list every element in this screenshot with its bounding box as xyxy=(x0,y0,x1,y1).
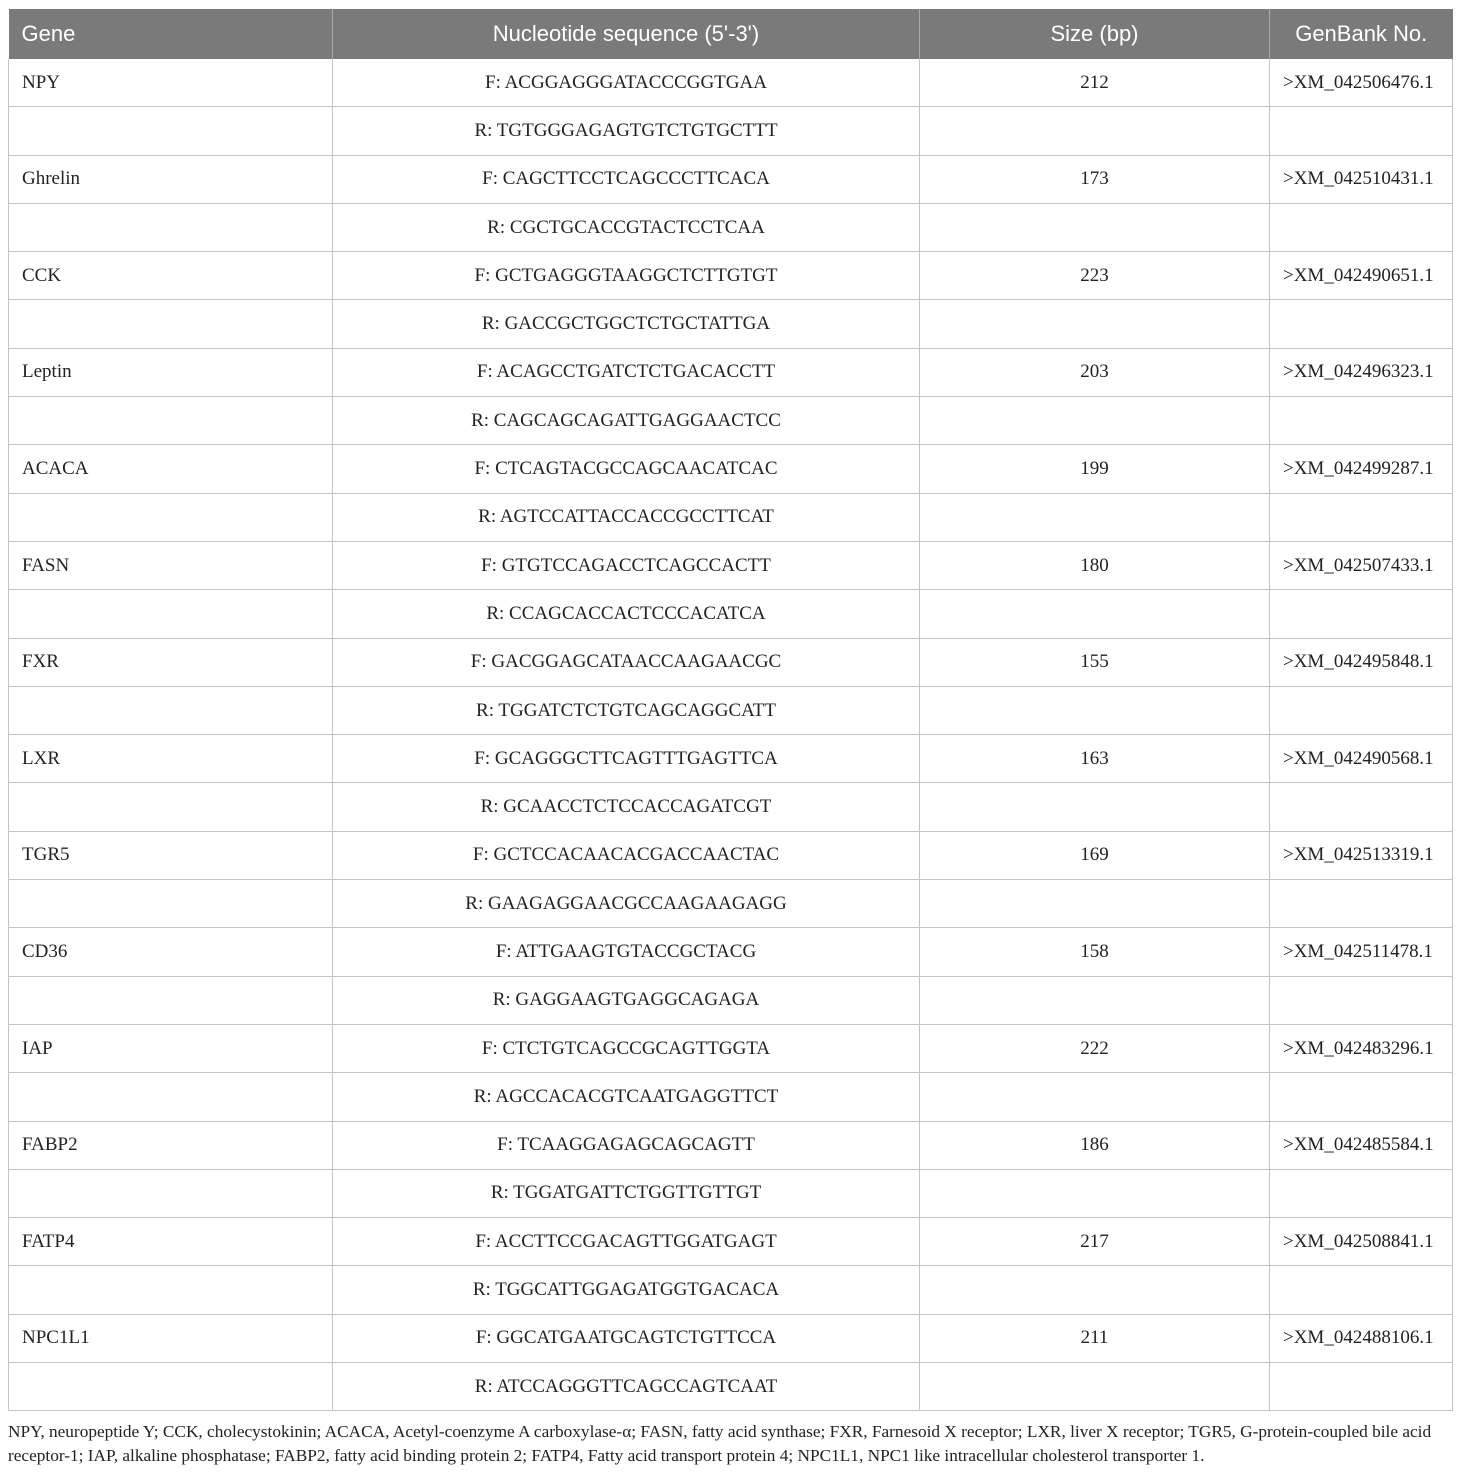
empty-cell xyxy=(920,107,1270,155)
empty-cell xyxy=(1270,1363,1453,1411)
gene-cell: FXR xyxy=(9,638,333,686)
table-row xyxy=(9,1169,1453,1217)
empty-cell xyxy=(920,686,1270,734)
table-row xyxy=(9,1121,1453,1169)
gene-cell: FATP4 xyxy=(9,1218,333,1266)
empty-cell xyxy=(9,686,333,734)
gene-cell: LXR xyxy=(9,735,333,783)
forward-primer-cell: F: GTGTCCAGACCTCAGCCACTT xyxy=(333,541,920,589)
size-cell: 180 xyxy=(920,541,1270,589)
empty-cell xyxy=(920,590,1270,638)
empty-cell xyxy=(9,1073,333,1121)
gene-cell: FABP2 xyxy=(9,1121,333,1169)
table-row xyxy=(9,735,1453,783)
empty-cell xyxy=(1270,1073,1453,1121)
table-row xyxy=(9,1266,1453,1314)
gene-cell: CD36 xyxy=(9,928,333,976)
genbank-cell: >XM_042507433.1 xyxy=(1270,541,1453,589)
gene-cell: CCK xyxy=(9,252,333,300)
genbank-cell: >XM_042508841.1 xyxy=(1270,1218,1453,1266)
empty-cell xyxy=(9,1266,333,1314)
table-row xyxy=(9,107,1453,155)
reverse-primer-cell: R: AGTCCATTACCACCGCCTTCAT xyxy=(333,493,920,541)
empty-cell xyxy=(920,1169,1270,1217)
empty-cell xyxy=(9,1169,333,1217)
empty-cell xyxy=(1270,397,1453,445)
reverse-primer-cell: R: TGTGGGAGAGTGTCTGTGCTTT xyxy=(333,107,920,155)
genbank-cell: >XM_042510431.1 xyxy=(1270,155,1453,203)
empty-cell xyxy=(920,300,1270,348)
genbank-cell: >XM_042511478.1 xyxy=(1270,928,1453,976)
empty-cell xyxy=(9,783,333,831)
table-row xyxy=(9,445,1453,493)
empty-cell xyxy=(1270,493,1453,541)
table-row xyxy=(9,638,1453,686)
gene-cell: FASN xyxy=(9,541,333,589)
table-row xyxy=(9,590,1453,638)
table-row xyxy=(9,1024,1453,1072)
forward-primer-cell: F: CTCAGTACGCCAGCAACATCAC xyxy=(333,445,920,493)
size-cell: 169 xyxy=(920,831,1270,879)
table-row xyxy=(9,1363,1453,1411)
primer-table xyxy=(8,9,1453,1411)
empty-cell xyxy=(1270,1266,1453,1314)
header-gene: Gene xyxy=(9,9,333,59)
gene-cell: NPC1L1 xyxy=(9,1314,333,1362)
genbank-cell: >XM_042488106.1 xyxy=(1270,1314,1453,1362)
empty-cell xyxy=(9,1363,333,1411)
empty-cell xyxy=(9,590,333,638)
size-cell: 223 xyxy=(920,252,1270,300)
empty-cell xyxy=(920,493,1270,541)
table-row xyxy=(9,300,1453,348)
size-cell: 212 xyxy=(920,59,1270,107)
genbank-cell: >XM_042490568.1 xyxy=(1270,735,1453,783)
size-cell: 203 xyxy=(920,348,1270,396)
empty-cell xyxy=(920,1266,1270,1314)
header-size: Size (bp) xyxy=(920,9,1270,59)
table-row xyxy=(9,1073,1453,1121)
empty-cell xyxy=(1270,590,1453,638)
size-cell: 158 xyxy=(920,928,1270,976)
gene-cell: TGR5 xyxy=(9,831,333,879)
size-cell: 163 xyxy=(920,735,1270,783)
table-row xyxy=(9,59,1453,107)
empty-cell xyxy=(920,203,1270,251)
table-row xyxy=(9,541,1453,589)
forward-primer-cell: F: TCAAGGAGAGCAGCAGTT xyxy=(333,1121,920,1169)
reverse-primer-cell: R: CGCTGCACCGTACTCCTCAA xyxy=(333,203,920,251)
table-header-row xyxy=(9,9,1453,59)
forward-primer-cell: F: CTCTGTCAGCCGCAGTTGGTA xyxy=(333,1024,920,1072)
genbank-cell: >XM_042513319.1 xyxy=(1270,831,1453,879)
size-cell: 211 xyxy=(920,1314,1270,1362)
empty-cell xyxy=(1270,1169,1453,1217)
empty-cell xyxy=(1270,880,1453,928)
table-row xyxy=(9,1218,1453,1266)
table-row xyxy=(9,880,1453,928)
table-row xyxy=(9,976,1453,1024)
reverse-primer-cell: R: GAGGAAGTGAGGCAGAGA xyxy=(333,976,920,1024)
empty-cell xyxy=(920,1073,1270,1121)
table-row xyxy=(9,397,1453,445)
table-footnote: NPY, neuropeptide Y; CCK, cholecystokinin; ACACA, Acetyl-coenzyme A carboxylase-α; FASN, fatty acid synthase; FXR, Farnesoid X receptor; LXR, liver X receptor; TGR5, G-protein-coupled bile acid receptor-1; IAP, alkaline phosphatase; FABP2, fatty acid binding protein 2; FATP4, Fatty acid transport protein 4; NPC1L1, NPC1 like intracellular cholesterol transporter 1. xyxy=(8,1422,1432,1465)
empty-cell xyxy=(9,107,333,155)
empty-cell xyxy=(1270,686,1453,734)
size-cell: 173 xyxy=(920,155,1270,203)
size-cell: 155 xyxy=(920,638,1270,686)
table-row xyxy=(9,493,1453,541)
reverse-primer-cell: R: CAGCAGCAGATTGAGGAACTCC xyxy=(333,397,920,445)
empty-cell xyxy=(1270,107,1453,155)
forward-primer-cell: F: CAGCTTCCTCAGCCCTTCACA xyxy=(333,155,920,203)
gene-cell: ACACA xyxy=(9,445,333,493)
genbank-cell: >XM_042483296.1 xyxy=(1270,1024,1453,1072)
empty-cell xyxy=(9,300,333,348)
primer-table-container xyxy=(8,9,1452,1411)
table-row xyxy=(9,831,1453,879)
genbank-cell: >XM_042496323.1 xyxy=(1270,348,1453,396)
forward-primer-cell: F: GCTCCACAACACGACCAACTAC xyxy=(333,831,920,879)
reverse-primer-cell: R: TGGCATTGGAGATGGTGACACA xyxy=(333,1266,920,1314)
forward-primer-cell: F: ACCTTCCGACAGTTGGATGAGT xyxy=(333,1218,920,1266)
forward-primer-cell: F: GACGGAGCATAACCAAGAACGC xyxy=(333,638,920,686)
empty-cell xyxy=(920,880,1270,928)
reverse-primer-cell: R: TGGATGATTCTGGTTGTTGT xyxy=(333,1169,920,1217)
genbank-cell: >XM_042495848.1 xyxy=(1270,638,1453,686)
table-row xyxy=(9,928,1453,976)
genbank-cell: >XM_042485584.1 xyxy=(1270,1121,1453,1169)
header-sequence: Nucleotide sequence (5'-3') xyxy=(333,9,920,59)
empty-cell xyxy=(1270,300,1453,348)
table-row xyxy=(9,252,1453,300)
forward-primer-cell: F: GCAGGGCTTCAGTTTGAGTTCA xyxy=(333,735,920,783)
forward-primer-cell: F: GCTGAGGGTAAGGCTCTTGTGT xyxy=(333,252,920,300)
table-row xyxy=(9,686,1453,734)
header-genbank: GenBank No. xyxy=(1270,9,1453,59)
reverse-primer-cell: R: AGCCACACGTCAATGAGGTTCT xyxy=(333,1073,920,1121)
size-cell: 199 xyxy=(920,445,1270,493)
reverse-primer-cell: R: CCAGCACCACTCCCACATCA xyxy=(333,590,920,638)
genbank-cell: >XM_042499287.1 xyxy=(1270,445,1453,493)
size-cell: 186 xyxy=(920,1121,1270,1169)
reverse-primer-cell: R: ATCCAGGGTTCAGCCAGTCAAT xyxy=(333,1363,920,1411)
reverse-primer-cell: R: TGGATCTCTGTCAGCAGGCATT xyxy=(333,686,920,734)
table-body xyxy=(9,59,1453,1411)
table-row xyxy=(9,783,1453,831)
empty-cell xyxy=(920,783,1270,831)
forward-primer-cell: F: ATTGAAGTGTACCGCTACG xyxy=(333,928,920,976)
empty-cell xyxy=(9,880,333,928)
forward-primer-cell: F: ACGGAGGGATACCCGGTGAA xyxy=(333,59,920,107)
reverse-primer-cell: R: GAAGAGGAACGCCAAGAAGAGG xyxy=(333,880,920,928)
empty-cell xyxy=(9,976,333,1024)
gene-cell: NPY xyxy=(9,59,333,107)
size-cell: 217 xyxy=(920,1218,1270,1266)
table-row xyxy=(9,348,1453,396)
gene-cell: IAP xyxy=(9,1024,333,1072)
empty-cell xyxy=(920,976,1270,1024)
empty-cell xyxy=(1270,203,1453,251)
gene-cell: Leptin xyxy=(9,348,333,396)
genbank-cell: >XM_042506476.1 xyxy=(1270,59,1453,107)
table-row xyxy=(9,1314,1453,1362)
empty-cell xyxy=(9,397,333,445)
empty-cell xyxy=(1270,976,1453,1024)
forward-primer-cell: F: ACAGCCTGATCTCTGACACCTT xyxy=(333,348,920,396)
empty-cell xyxy=(9,203,333,251)
reverse-primer-cell: R: GCAACCTCTCCACCAGATCGT xyxy=(333,783,920,831)
forward-primer-cell: F: GGCATGAATGCAGTCTGTTCCA xyxy=(333,1314,920,1362)
empty-cell xyxy=(920,397,1270,445)
empty-cell xyxy=(1270,783,1453,831)
size-cell: 222 xyxy=(920,1024,1270,1072)
genbank-cell: >XM_042490651.1 xyxy=(1270,252,1453,300)
empty-cell xyxy=(9,493,333,541)
reverse-primer-cell: R: GACCGCTGGCTCTGCTATTGA xyxy=(333,300,920,348)
table-row xyxy=(9,155,1453,203)
gene-cell: Ghrelin xyxy=(9,155,333,203)
empty-cell xyxy=(920,1363,1270,1411)
table-row xyxy=(9,203,1453,251)
